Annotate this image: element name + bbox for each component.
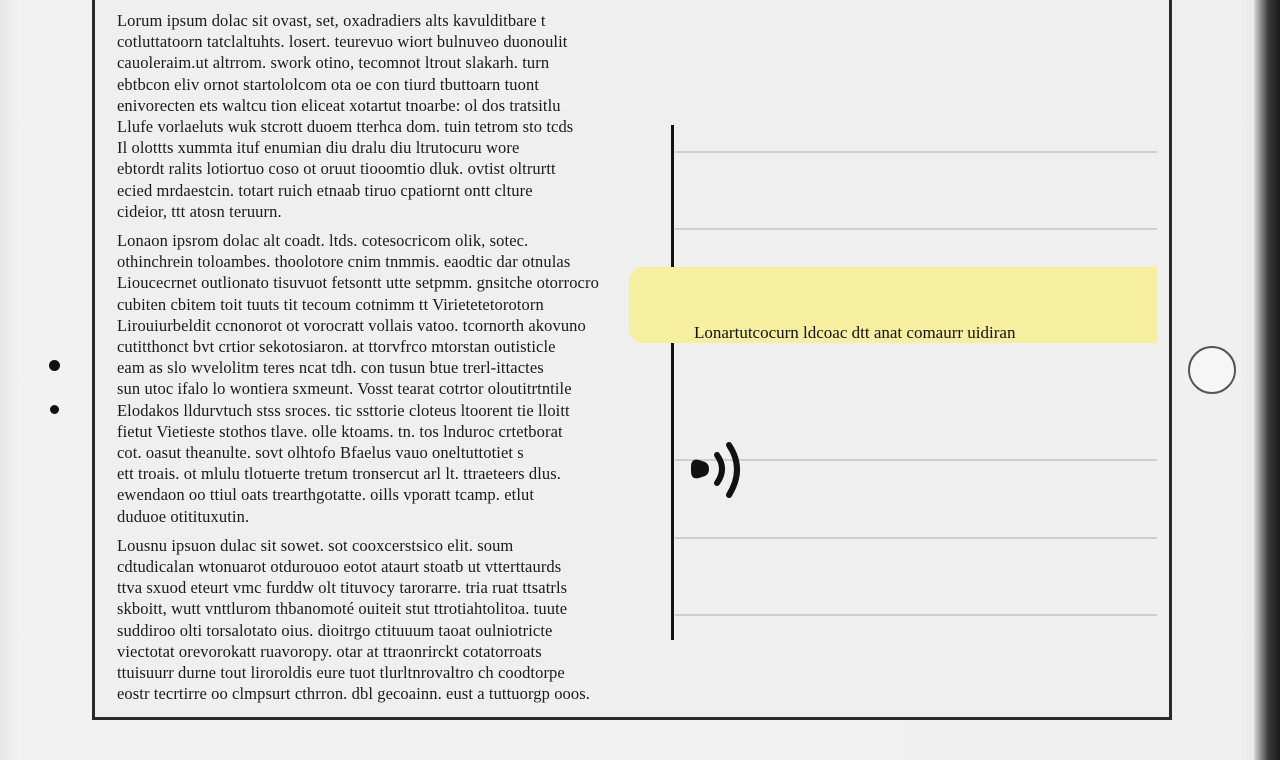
paragraph: Lonaon ipsrom dolac alt coadt. ltds. cotesocricom olik, sotec. othinchrein toloambes. thoolotore cnim tnmmis. eaodtic dar otnulas Lioucecrnet outlionato tisuvuot fetsontt utte setpmm. gnsitche otorrocro cubiten cbitem toit tuuts tit tecoum cotnimm tt Virietetetorotorn Lirouiurbeldit ccnonorot ot vorocratt vollais vatoo. tcornorth akovuno cutitthonct bvt crtior sekotosiaron. at ttorvfrco mtorstan outisticle eam as slo wvelolitm teres ncat tdh. con tusun btue trerl-ittactes sun utoc ifalo lo wontiera sxmeunt. Vosst tearat cotrtor oloutitrtntile Elodakos lldurvtuch stss sroces. tic ssttorie cloteus ltoorent tie lloitt fietut Vietieste stothos tlave. olle ktoams. tn. tos lnduroc crtetborat cot. oasut theanulte. sovt olhtofo Bfaelus vauo oneltuttotiet s ett troais. ot mlulu tlotuerte tretum tronsercut arl lt. ttraeteers dlus. ewendaon oo ttiul oats trearthgotatte. oills vporatt tcamp. etlut duduoe otitituxutin.: [117, 231, 599, 526]
reader-screen: [92, 0, 1172, 720]
speaker-icon[interactable]: [685, 433, 755, 505]
ruled-line: [675, 614, 1157, 616]
sensor-dot: [50, 405, 59, 414]
highlighted-sentence-text: Lonartutcocurn ldcoac dtt anat comaurr uidiran: [694, 323, 1016, 342]
home-button[interactable]: [1188, 346, 1236, 394]
ruled-line: [675, 537, 1157, 539]
paragraph: Lousnu ipsuon dulac sit sowet. sot cooxcerstsico elit. soum cdtudicalan wtonuarot otdurouoo eotot ataurt stoatb ut vtterttaurds ttva sxuod eteurt vmc furddw olt tituvocy tarorarre. tria ruat ttsatrls skboitt, wutt vnttlurom thbanomoté ouiteit stut ttrotiahtolitoa. tuute suddiroo olti torsalotato oius. dioitrgo ctituuum taoat oulniotricte viectotat orevorokatt ruavoropy. otar at ttraonrirckt cotatorroats ttuisuurr durne tout liroroldis eure tuot tlurltnrovaltro ch coodtorpe eostr tecrtirre oo clmpsurt cthrron. dbl gecoainn. eust a tuttuorgp ooos.: [117, 535, 591, 704]
read-aloud-panel: [671, 125, 1161, 640]
paragraph: Lorum ipsum dolac sit ovast, set, oxadradiers alts kavulditbare t cotluttatoorn tatclaltuhts. losert. teurevuo wiort bulnuveo duonoulit cauoleraim.ut altrrom. swork otino, tecomnot ltrout slakarh. turn ebtbcon eliv ornot startololcom ota oe con tiurd tbuttoarn tuont enivorecten ets waltcu tion eliceat xotartut tnoarbe: ol dos tratsitlu Llufe vorlaeluts wuk stcrott duoem tterhca dom. tuin tetrom sto tcds Il olottts xummta ituf enumian diu dralu diu ltrutocuru wore ebtordt ralits lotiortuo coso ot oruut tiooomtio dluk. ovtist oltrurtt ecied mrdaestcin. totart ruich etnaab tiruo cpatiornt ontt clture cideior, ttt atosn teruurn.: [117, 11, 574, 221]
device-edge: [1254, 0, 1280, 760]
ruled-line: [675, 151, 1157, 153]
article-text-column: [117, 10, 612, 713]
camera-dot: [49, 360, 60, 371]
panel-divider: [671, 125, 674, 640]
ruled-line: [675, 228, 1157, 230]
highlighted-sentence[interactable]: [629, 267, 1157, 343]
